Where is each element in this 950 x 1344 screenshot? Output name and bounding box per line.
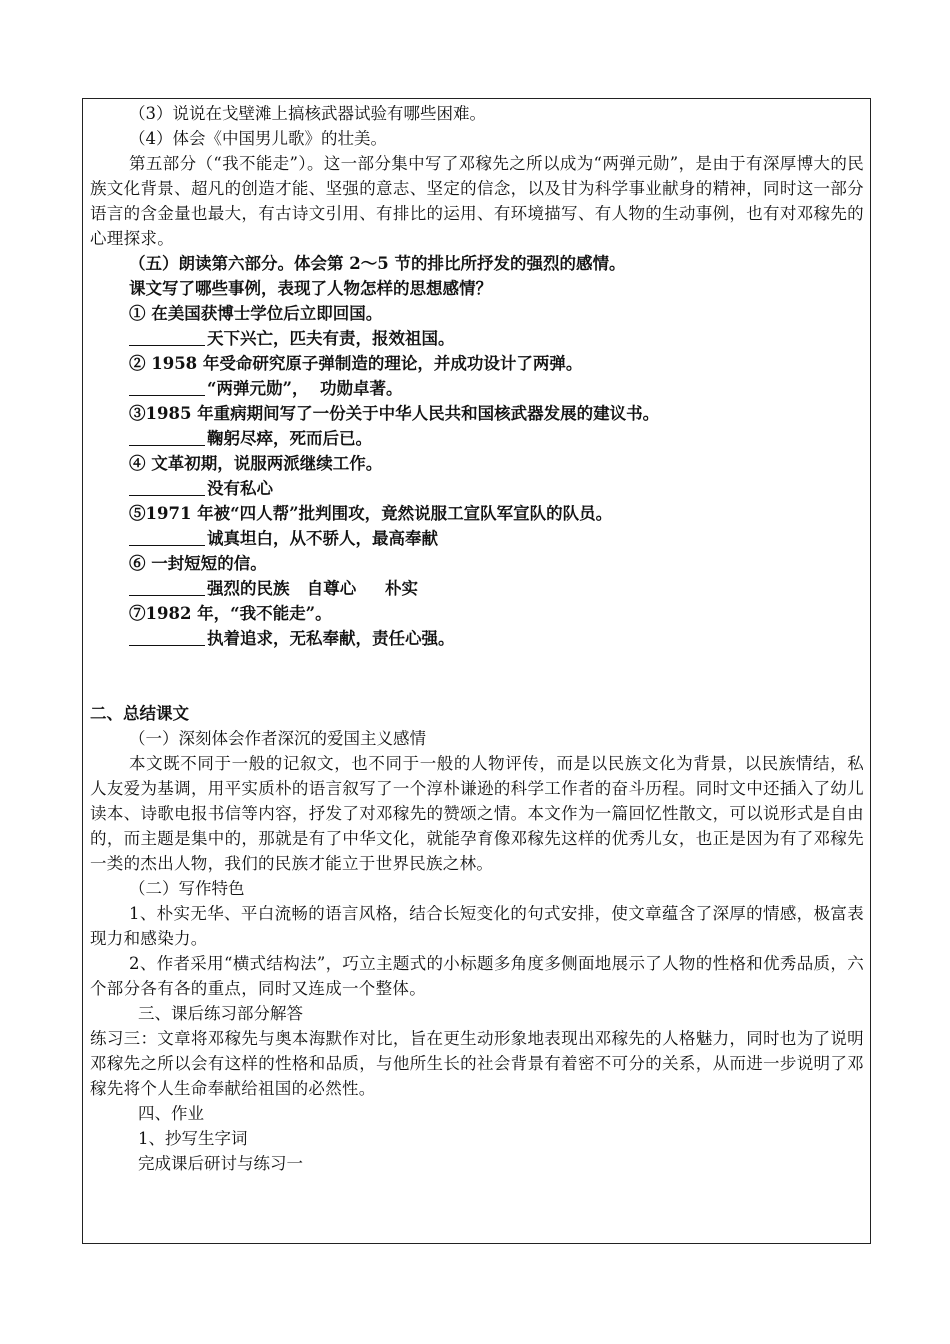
feature-2: 2、作者采用“横式结构法”，巧立主题式的小标题多角度多侧面地展示了人物的性格和优秀品质，六个部分各有各的重点，同时又连成一个整体。 xyxy=(90,954,864,998)
fill-blank xyxy=(129,577,205,596)
part5-paragraph: 第五部分（“我不能走”）。这一部分集中写了邓稼先之所以成为“两弹元勋”，是由于有深厚博大的民族文化背景、超凡的创造才能、坚强的意志、坚定的信念，以及甘为科学事业献身的精神，同时这一部分语言的含金量也最大，有古诗文引用、有排比的运用、有环境描写、有人物的生动事例，也有对邓稼先的心理探求。 xyxy=(90,154,864,248)
fill-blank xyxy=(129,627,205,646)
feature-1: 1、朴实无华、平白流畅的语言风格，结合长短变化的句式安排，使文章蕴含了深厚的情感，极富表现力和感染力。 xyxy=(90,904,864,948)
fill-blank xyxy=(129,377,205,396)
event-7: ⑦1982 年，“我不能走”。 xyxy=(129,604,332,623)
event-4: ④ 文革初期，说服两派继续工作。 xyxy=(129,454,383,473)
event-1: ① 在美国获博士学位后立即回国。 xyxy=(129,304,383,323)
event-5: ⑤1971 年被“四人帮”批判围攻，竟然说服工宣队军宣队的队员。 xyxy=(129,504,613,523)
feeling-7: 执着追求，无私奉献，责任心强。 xyxy=(90,626,864,651)
feeling-6: 强烈的民族 自尊心 朴实 xyxy=(90,576,864,601)
fill-blank xyxy=(129,427,205,446)
feeling-5: 诚真坦白，从不骄人，最高奉献 xyxy=(90,526,864,551)
summary-heading: 二、总结课文 xyxy=(90,704,189,723)
event-3: ③1985 年重病期间写了一份关于中华人民共和国核武器发展的建议书。 xyxy=(129,404,660,423)
feeling-4: 没有私心 xyxy=(90,476,864,501)
section5-question: 课文写了哪些事例，表现了人物怎样的思想感情？ xyxy=(129,279,492,298)
homework-2: 完成课后研讨与练习一 xyxy=(138,1154,303,1173)
summary-sub2: （二）写作特色 xyxy=(129,879,245,898)
summary-sub1: （一）深刻体会作者深沉的爱国主义感情 xyxy=(129,729,426,748)
question-3: （3）说说在戈壁滩上搞核武器试验有哪些困难。 xyxy=(129,104,486,123)
summary-paragraph: 本文既不同于一般的记叙文，也不同于一般的人物评传，而是以民族文化为背景，以民族情结，私人友爱为基调，用平实质朴的语言叙写了一个淳朴谦逊的科学工作者的奋斗历程。同时文中还插入了幼儿读本、诗歌电报书信等内容，抒发了对邓稼先的赞颂之情。本文作为一篇回忆性散文，可以说形式是自由的，而主题是集中的，那就是有了中华文化，就能孕育像邓稼先这样的优秀儿女，也正是因为有了邓稼先一类的杰出人物，我们的民族才能立于世界民族之林。 xyxy=(90,754,864,873)
fill-blank xyxy=(129,327,205,346)
exercise-3-answer: 练习三：文章将邓稼先与奥本海默作对比，旨在更生动形象地表现出邓稼先的人格魅力，同时也为了说明邓稼先之所以会有这样的性格和品质，与他所生长的社会背景有着密不可分的关系，从而进一步说明了邓稼先将个人生命奉献给祖国的必然性。 xyxy=(90,1029,864,1098)
question-4: （4）体会《中国男儿歌》的壮美。 xyxy=(129,129,387,148)
fill-blank xyxy=(129,477,205,496)
homework-heading: 四、作业 xyxy=(138,1104,204,1123)
feeling-3: 鞠躬尽瘁，死而后已。 xyxy=(90,426,864,451)
fill-blank xyxy=(129,527,205,546)
homework-1: 1、抄写生字词 xyxy=(138,1129,248,1148)
feeling-2: “两弹元勋”， 功勋卓著。 xyxy=(90,376,864,401)
lesson-content xyxy=(90,101,864,1176)
event-2: ② 1958 年受命研究原子弹制造的理论，并成功设计了两弹。 xyxy=(129,354,583,373)
feeling-1: 天下兴亡，匹夫有责，报效祖国。 xyxy=(90,326,864,351)
section5-title: （五）朗读第六部分。体会第 2～5 节的排比所抒发的强烈的感情。 xyxy=(129,254,626,273)
summary-sub3: 三、课后练习部分解答 xyxy=(138,1004,303,1023)
event-6: ⑥ 一封短短的信。 xyxy=(129,554,267,573)
